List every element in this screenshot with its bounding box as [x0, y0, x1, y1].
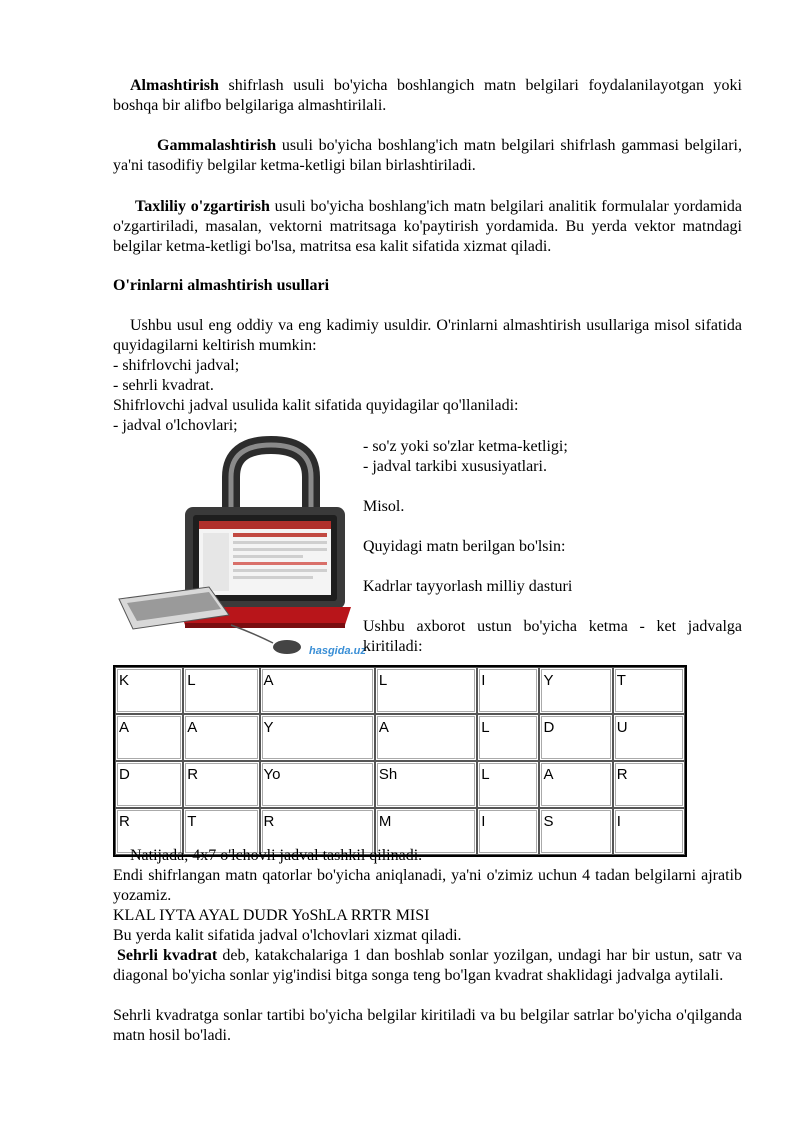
- example-label: Misol.: [363, 498, 405, 515]
- padlock-computer-icon: [113, 437, 366, 659]
- table-cell: T: [613, 667, 685, 714]
- table-cell: K: [115, 667, 183, 714]
- figure-row: [113, 437, 742, 657]
- term-almashtirish: Almashtirish: [130, 77, 219, 94]
- term-taxliliy: Taxliliy o'zgartirish: [135, 198, 270, 215]
- table-cell: R: [115, 808, 183, 855]
- list-item: - shifrlovchi jadval;: [113, 357, 240, 374]
- table-cell: M: [375, 808, 477, 855]
- table-cell: T: [183, 808, 259, 855]
- given-text: Quyidagi matn berilgan bo'lsin:: [363, 538, 566, 555]
- list-item: - sehrli kvadrat.: [113, 377, 214, 394]
- paragraph-sehrli: Sehrli kvadrat deb, katakchalariga 1 dan boshlab sonlar yozilgan, undagi har bir ustun, satr va diagonal bo'yicha sonlar yig'indisi bitga songa teng bo'lgan kvadrat shaklidagi jadvalga aytilali.: [113, 947, 742, 984]
- table-cell: I: [613, 808, 685, 855]
- table-cell: A: [539, 761, 612, 808]
- table-cell: A: [260, 667, 375, 714]
- table-cell: D: [539, 714, 612, 761]
- table-cell: Y: [539, 667, 612, 714]
- table-cell: I: [477, 667, 539, 714]
- paragraph-intro: Ushbu usul eng oddiy va eng kadimiy usuldir. O'rinlarni almashtirish usullariga misol sifatida quyidagilarni keltirish mumkin:: [113, 317, 742, 354]
- table-cell: L: [477, 714, 539, 761]
- table-cell: L: [375, 667, 477, 714]
- example-text: Kadrlar tayyorlash milliy dasturi: [363, 578, 573, 595]
- figure-side-text: [363, 437, 742, 657]
- term-sehrli-kvadrat: Sehrli kvadrat: [117, 947, 218, 964]
- cipher-text: KLAL IYTA AYAL DUDR YoShLA RRTR MISI: [113, 907, 430, 924]
- section-heading: O'rinlarni almashtirish usullari: [113, 277, 330, 294]
- table-cell: D: [115, 761, 183, 808]
- cipher-table: [113, 665, 687, 857]
- table-cell: A: [115, 714, 183, 761]
- list-item: - jadval tarkibi xususiyatlari.: [363, 458, 547, 475]
- paragraph-result: Natijada, 4x7 o'lchovli jadval tashkil qilinadi.: [130, 847, 423, 864]
- paragraph-gammalashtirish: Gammalashtirish usuli bo'yicha boshlang'ich matn belgilari shifrlash gammasi belgilari, ya'ni tasodifiy belgilar ketma-ketligi bilan birlashtiriladi.: [113, 137, 742, 174]
- table-row: [115, 761, 685, 808]
- paragraph-sehrli-usage: Sehrli kvadratga sonlar tartibi bo'yicha belgilar kiritiladi va bu belgilar satrlar bo'yicha o'qilganda matn hosil bo'ladi.: [113, 1007, 742, 1044]
- watermark: hasgida.uz: [309, 645, 366, 657]
- paragraph-key-note: Bu yerda kalit sifatida jadval o'lchovlari xizmat qiladi.: [113, 927, 462, 944]
- table-cell: L: [183, 667, 259, 714]
- list-item: - so'z yoki so'zlar ketma-ketligi;: [363, 438, 568, 455]
- paragraph-taxliliy: Taxliliy o'zgartirish usuli bo'yicha boshlang'ich matn belgilari analitik formulalar yordamida o'zgartiriladi, masalan, vektorni matritsaga ko'paytirish yordamida. Bu yerda vektor matndagi belgilar ketma-ketligi bo'lsa, matritsa esa kalit sifatida xizmat qiladi.: [113, 198, 742, 255]
- table-cell: Y: [260, 714, 375, 761]
- paragraph-read-rows: Endi shifrlangan matn qatorlar bo'yicha aniqlanadi, ya'ni o'zimiz uchun 4 tadan belgilarni ajratib yozamiz.: [113, 867, 742, 904]
- table-cell: A: [183, 714, 259, 761]
- table-cell: A: [375, 714, 477, 761]
- term-gammalashtirish: Gammalashtirish: [157, 137, 277, 154]
- table-cell: R: [183, 761, 259, 808]
- list-item: - jadval o'lchovlari;: [113, 417, 238, 434]
- table-cell: R: [613, 761, 685, 808]
- table-cell: L: [477, 761, 539, 808]
- table-cell: S: [539, 808, 612, 855]
- entry-description: Ushbu axborot ustun bo'yicha ketma - ket jadvalga kiritiladi:: [363, 618, 742, 655]
- table-cell: I: [477, 808, 539, 855]
- table-row: [115, 714, 685, 761]
- table-cell: Sh: [375, 761, 477, 808]
- table-cell: U: [613, 714, 685, 761]
- table-cell: R: [260, 808, 375, 855]
- table-cell: Yo: [260, 761, 375, 808]
- table-row: [115, 667, 685, 714]
- paragraph-almashtirish: Almashtirish shifrlash usuli bo'yicha boshlangich matn belgilari foydalanilayotgan yoki boshqa bir alifbo belgilariga almashtirilali.: [113, 77, 742, 114]
- paragraph-keys: Shifrlovchi jadval usulida kalit sifatida quyidagilar qo'llaniladi:: [113, 397, 519, 414]
